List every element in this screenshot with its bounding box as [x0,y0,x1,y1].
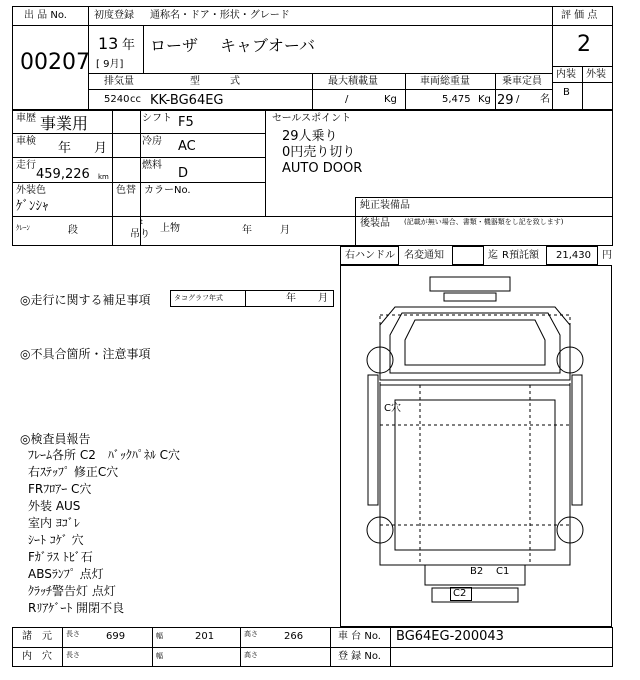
reg-year: 13 [98,34,119,53]
inspection-year: 年 [58,141,72,156]
shift: F5 [178,115,194,130]
exterior-label: 外装 [586,69,606,80]
gross-weight-label: 車両総重量 [420,76,470,87]
exterior-color-label: 外装色 [16,185,46,196]
chassis-label: 車 台 No. [338,631,381,642]
specs-label: 諸 元 [22,631,52,642]
inspector-report-line: Fｶﾞﾗｽ ﾄﾋﾞ石 [28,550,93,564]
upper-month: 月 [280,225,290,236]
grade-score: 2 [577,32,591,57]
length: 699 [106,631,126,642]
height-label: 高さ [244,630,258,638]
car-name: ローザ [150,36,199,55]
displacement: 5240 [104,94,130,105]
inspector-report-line: 右ｽﾃｯﾌﾟ 修正C穴 [28,465,119,479]
history-label: 車歴 [16,113,36,124]
fuel-label: 燃料 [142,160,162,171]
reg-month: [ 9月] [96,59,124,70]
ac: AC [178,139,196,154]
aftermarket-note: (記載が無い場合、書類・機器類をし記を致します) [404,218,564,226]
mileage: 459,226 [36,167,90,182]
color-no-label: 色替 [116,185,136,196]
tacho-year: 年 [286,293,296,304]
length-label: 長さ [66,630,80,638]
shift-label: シフト [142,113,172,124]
inspection-label: 車検 [16,136,36,147]
inspector-report-line: ｼｰﾄ ｺｹﾞ 穴 [28,533,84,547]
name-change-label: 名変通知 [404,250,444,261]
crane-lift: 吊り [130,229,150,240]
chassis: BG64EG-200043 [396,629,504,644]
r-unit: 円 [602,250,612,261]
capacity-label: 乗車定員 [502,76,542,87]
diagram-b2: B2 [470,566,484,577]
car-grade: キャブオーバ [220,36,316,55]
inspector-report-line: ｸﾗｯﾁ警告灯 点灯 [28,584,116,598]
r-odometer: 21,430 [556,250,591,261]
interior-label: 内装 [556,69,576,80]
gross-weight: 5,475 [442,94,471,105]
tacho-label: タコグラフ年式 [174,294,223,302]
diagram-c2: C2 [453,588,467,599]
grade-label: 評 価 点 [561,10,598,21]
crane-label: ｸﾚｰﾝ [16,224,30,232]
upper-year: 年 [242,225,252,236]
max-load-label: 最大積載量 [328,76,378,87]
model-label: 型 式 [190,76,240,87]
inspector-report-line: 室内 ﾖｺﾞﾚ [28,516,80,530]
inspector-report-line: Rﾘｱｹﾞｰﾄ 開閉不良 [28,601,125,615]
tacho-month: 月 [318,293,328,304]
r-label: 迄 [488,250,498,261]
supplement-label: ◎走行に関する補足事項 [20,293,151,307]
displacement-unit: cc [130,94,141,105]
year-unit: 年 [122,38,136,53]
capacity-sep: / [516,94,520,105]
crane-ton: t [140,218,143,226]
inspector-report-line: FRﾌﾛｱｰ C穴 [28,482,92,496]
right-hand: 右ハンドル [345,250,395,261]
defects-label: ◎不具合箇所・注意事項 [20,347,151,361]
first-reg-label: 初度登録 [94,10,134,21]
gross-weight-unit: Kg [478,94,491,105]
genuine-equipment-label: 純正装備品 [360,200,410,211]
sales-point-line: AUTO DOOR [282,161,363,176]
inspector-report-line: 外装 AUS [28,499,81,513]
fuel: D [178,166,189,181]
max-load-unit: Kg [384,94,397,105]
mileage-unit: km [98,173,109,181]
diagram-c1: C1 [496,566,510,577]
r-odometer-label: R預託額 [502,250,539,261]
lot-no: 00207 [20,50,90,75]
max-load-sep: / [345,94,349,105]
capacity-unit: 名 [540,94,550,105]
displacement-label: 排気量 [104,76,134,87]
crane-stage: 段 [68,225,78,236]
diagram-c-hole: C穴 [384,403,401,414]
name-label: 通称名・ドア・形状・グレード [150,10,290,21]
ac-label: 冷房 [142,136,162,147]
model-code: KK-BG64EG [150,93,224,108]
height-label-2: 高さ [244,651,258,659]
width-label: 幅 [156,632,163,640]
name-change-box [452,246,484,265]
width-label-2: 幅 [156,652,163,660]
height: 266 [284,631,304,642]
sales-point-line: 29人乗り [282,129,338,144]
reg-no-label: 登 録 No. [338,651,381,662]
exterior-color: ｹﾞﾝｼｬ [16,199,49,214]
inspector-report-line: ﾌﾚｰﾑ各所 C2 ﾊﾞｯｸﾊﾟﾈﾙ C穴 [28,448,181,462]
length-label-2: 長さ [66,651,80,659]
sales-point-line: 0円売り切り [282,145,356,160]
sales-point-label: セールスポイント [272,113,352,124]
capacity: 29 [497,93,514,108]
interior-score: B [563,87,570,98]
mileage-label: 走行 [16,160,36,171]
history: 事業用 [40,114,89,133]
inspector-report-line: ABSﾗﾝﾌﾟ 点灯 [28,567,104,581]
lot-no-label: 出 品 No. [24,10,67,21]
color-code-label: カラーNo. [144,185,191,196]
inspection-month: 月 [94,141,108,156]
aftermarket-label: 後装品 [360,218,390,229]
width: 201 [195,631,215,642]
inspector-label: ◎検査員報告 [20,432,91,446]
upper-label: 上物 [160,223,180,234]
interior-footer-label: 内 穴 [22,651,52,662]
